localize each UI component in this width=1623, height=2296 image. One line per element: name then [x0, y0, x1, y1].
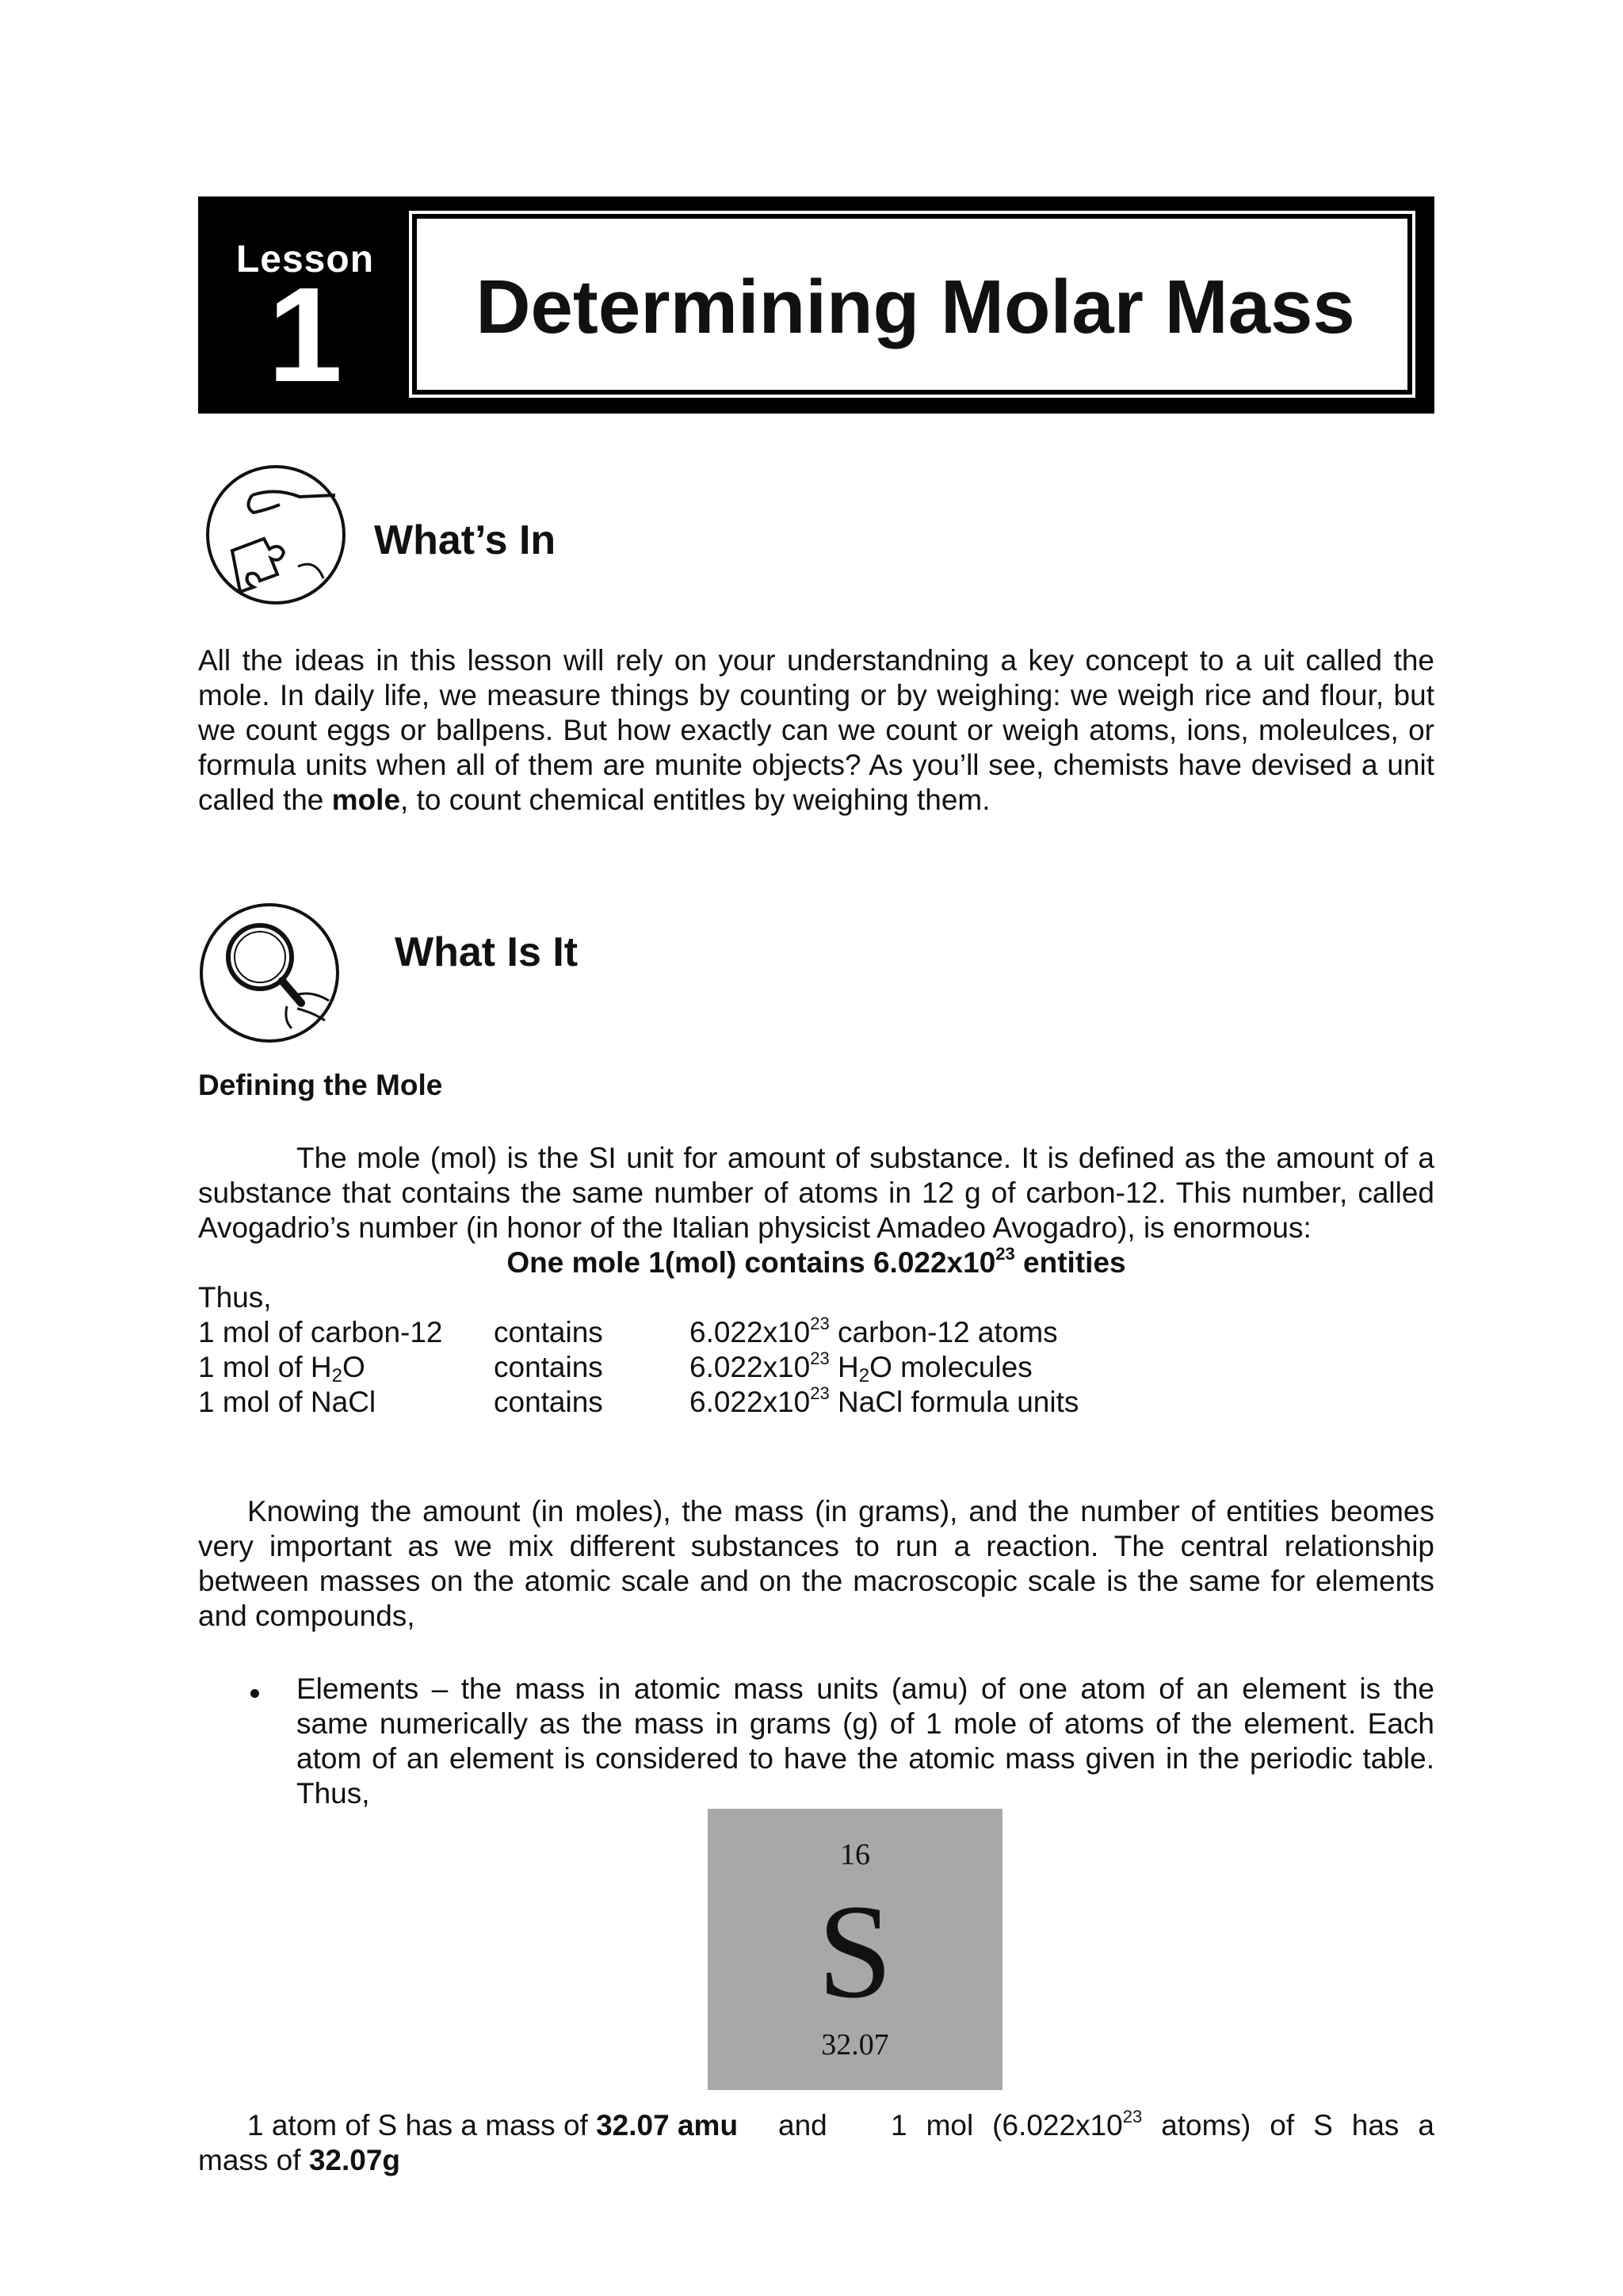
row-quantity [689, 1315, 1058, 1350]
sulfur-mole-clause [891, 2108, 1434, 2143]
whats-in-bold-term: mole [331, 784, 401, 816]
defining-mole-subheading: Defining the Mole [198, 1069, 443, 1101]
mole-definition-paragraph: The mole (mol) is the SI unit for amount of substance. It is defined as the amount of a substance that contains the same number of atoms in 12 g of carbon-12. This number, called Avogadrio’s number (in honor of the Italian physicist Amadeo Avogadro), is enormous: [198, 1142, 1434, 1244]
sulfur-and: and [778, 2109, 827, 2142]
quantity-base: 6.022x10 [689, 1351, 811, 1383]
element-symbol: S [817, 1877, 893, 2026]
whats-in-text-2: , to count chemical entitles by weighing them. [400, 784, 991, 816]
atomic-number: 16 [840, 1838, 870, 1871]
mole-row-carbon [198, 1315, 1434, 1350]
mole-row-nacl [198, 1385, 1434, 1420]
relationship-paragraph: Knowing the amount (in moles), the mass (in grams), and the number of entities beomes very important as we mix different substances to run a reaction. The central relationship between masses on the atomic scale and on the macroscopic scale is the same for elements and compounds, [198, 1495, 1434, 1632]
whats-in-text-1: All the ideas in this lesson will rely on your understandning a key concept to a uit called the mole. In daily life, we measure things by counting or by weighing: we weigh rice and flour, but we count eggs or ballpens. But how exactly can we count or weigh atoms, ions, moleulces, or formula units when all of them are munite objects? As you’ll see, chemists have devised a unit called the [198, 644, 1434, 816]
magnifier-hand-icon [198, 902, 341, 1044]
sulfur-atom-clause [247, 2108, 738, 2143]
quantity-exponent: 23 [810, 1348, 830, 1368]
statement-exponent: 23 [995, 1244, 1015, 1264]
substance-subscript: 2 [331, 1365, 342, 1386]
thus-label: Thus, [198, 1281, 272, 1314]
row-substance: 1 mol of carbon-12 [198, 1316, 443, 1348]
avogadro-statement [198, 1245, 1434, 1280]
quantity-unit: carbon-12 atoms [829, 1316, 1058, 1348]
sulfur-sentence-line1 [198, 2108, 1434, 2143]
statement-suffix: entities [1014, 1246, 1126, 1279]
row-substance: 1 mol of NaCl [198, 1386, 376, 1418]
clause-text: 1 atom of S has a mass of [247, 2109, 597, 2142]
row-verb: contains [494, 1386, 603, 1418]
whats-in-paragraph [198, 643, 1434, 818]
unit-pre: H [829, 1351, 859, 1383]
sulfur-sentence-line2 [198, 2143, 400, 2178]
amu-value: 32.07 amu [596, 2109, 739, 2142]
unit-post: O molecules [869, 1351, 1033, 1383]
puzzle-hand-icon [204, 463, 347, 606]
unit-subscript: 2 [858, 1365, 870, 1386]
whats-in-heading: What’s In [374, 517, 556, 563]
gram-value: 32.07g [308, 2144, 401, 2176]
mass-of-text: mass of [198, 2144, 309, 2176]
title-panel [409, 211, 1415, 398]
elements-bullet: Elements – the mass in atomic mass units (amu) of one atom of an element is the same numerically as the mass in grams (g) of 1 mole of atoms of the element. Each atom of an element is considered to have the atomic mass given in the periodic table. Thus, [296, 1672, 1434, 1810]
mole-row-water [198, 1350, 1434, 1385]
mole-clause-exponent: 23 [1122, 2107, 1143, 2126]
lesson-label: Lesson [235, 238, 375, 280]
row-quantity [689, 1385, 1079, 1420]
substance-pre: 1 mol of H [198, 1351, 332, 1383]
row-quantity [689, 1350, 1033, 1385]
page-title: Determining Molar Mass [475, 265, 1355, 349]
row-verb: contains [494, 1351, 603, 1383]
quantity-exponent: 23 [810, 1314, 830, 1333]
quantity-base: 6.022x10 [689, 1386, 811, 1418]
quantity-base: 6.022x10 [689, 1316, 811, 1348]
quantity-exponent: 23 [810, 1383, 830, 1403]
atomic-mass: 32.07 [821, 2028, 889, 2061]
mole-clause-text: 1 mol (6.022x10 [891, 2109, 1123, 2142]
statement-prefix: One mole 1(mol) contains 6.022x10 [506, 1246, 996, 1279]
sulfur-element-tile [708, 1809, 1002, 2090]
row-substance [198, 1350, 365, 1385]
row-verb: contains [494, 1316, 603, 1348]
lesson-number: 1 [267, 260, 343, 410]
substance-post: O [342, 1351, 365, 1383]
quantity-unit: NaCl formula units [829, 1386, 1079, 1418]
what-is-it-heading: What Is It [395, 929, 579, 975]
mole-clause-rest: atoms) of S has a [1142, 2109, 1434, 2142]
lesson-header [198, 196, 1434, 414]
bullet-dot [250, 1689, 259, 1698]
